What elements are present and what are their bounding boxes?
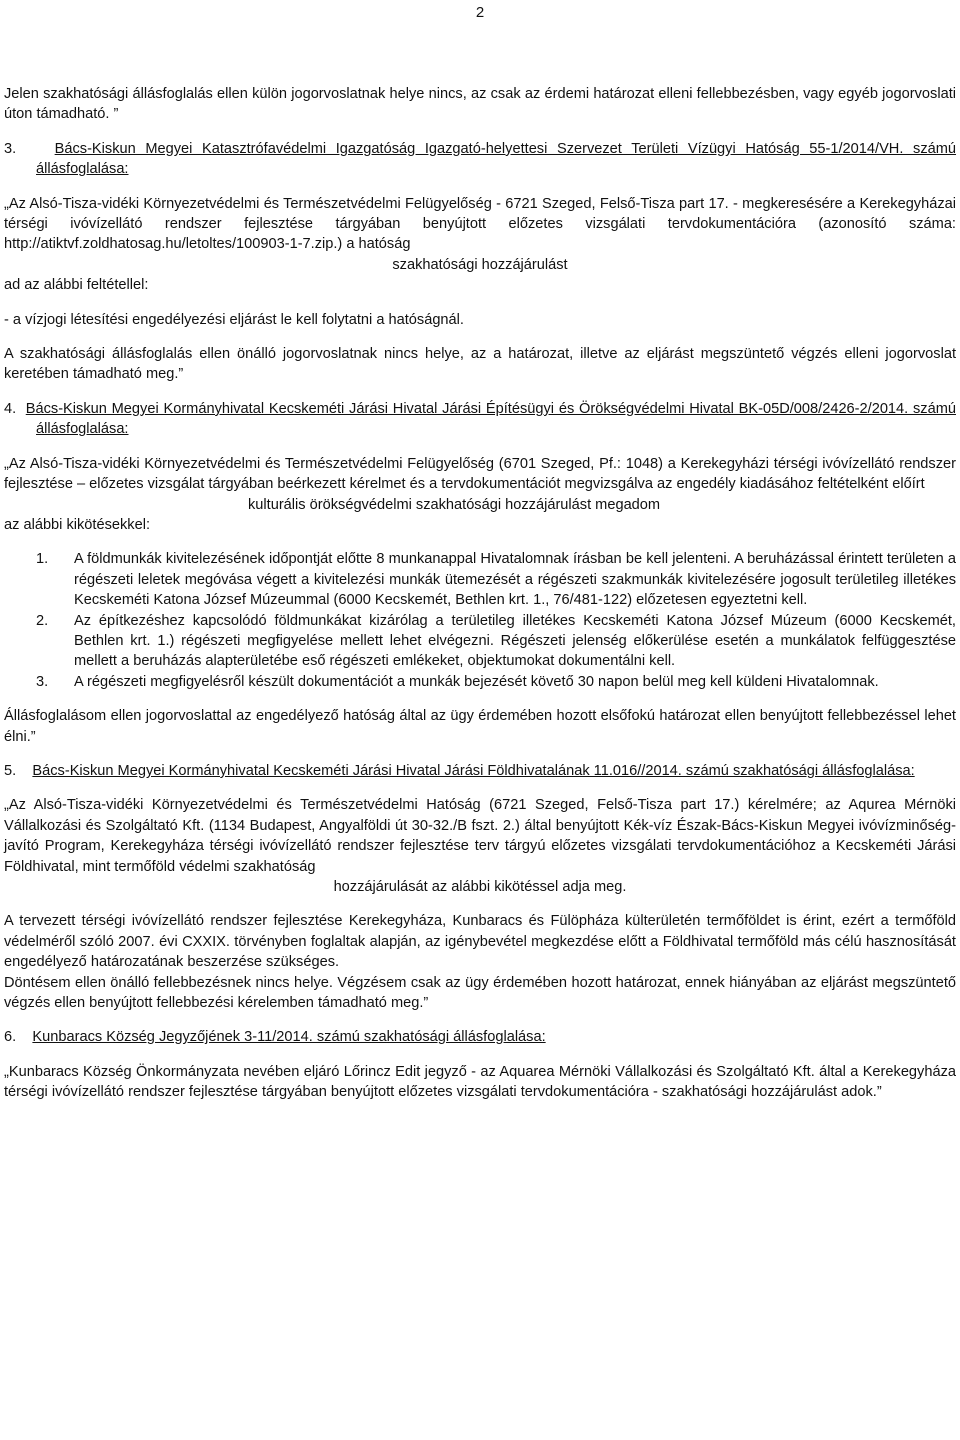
section-5-title: Bács-Kiskun Megyei Kormányhivatal Kecskeméti Járási Hivatal Járási Földhivatalának 11.016//2014. számú szakhatósági állásfoglalása: (32, 762, 915, 779)
section-3-remedy: A szakhatósági állásfoglalás ellen önálló jogorvoslatnak nincs helye, az a határozat, illetve az eljárást megszüntető végzés elleni jogorvoslat keretében támadható meg.” (4, 346, 956, 383)
section-5-paragraph-1: A tervezett térségi ivóvízellátó rendszer fejlesztése Kerekegyháza, Kunbaracs és Fülöpháza külterületén termőföldet is érint, ezért a termőföld védelméről szóló 2007. évi CXXIX. törvényben foglaltak alapján, az igénybevétel megkezdése előtt a Földhivatal termőföld más célú hasznosítását engedélyező határozatának beszerzése szükséges. (4, 913, 956, 971)
section-4-consent: kulturális örökségvédelmi szakhatósági hozzájárulást megadom (248, 496, 661, 513)
section-3-condition-intro: ad az alábbi feltétellel: (4, 277, 149, 294)
section-5-body: „Az Alsó-Tisza-vidéki Környezetvédelmi és Természetvédelmi Hatóság (6721 Szeged, Felső-Tisza part 17.) kérelmére; az Aqurea Mérnöki Vállalkozási és Szolgáltató Kft. (1134 Budapest, Angyalföldi út 30-32./B fszt. 2.) által benyújtott Kék-víz Észak-Bács-Kiskun Megyei ivóvízminőség-javító Program, Kerekegyháza térségi ivóvízellátó rendszer fejlesztése terv tárgyú előzetes vizsgálati tervdokumentációhoz a Kecskeméti Járási Földhivatal, mint termőföld védelmi szakhatóság (4, 797, 956, 875)
section-5-heading (4, 761, 956, 781)
section-3-heading (4, 139, 956, 180)
section-4-title: Bács-Kiskun Megyei Kormányhivatal Kecskeméti Járási Hivatal Járási Építésügyi és Örökségvédelmi Hivatal BK-05D/008/2426-2/2014. számú állásfoglalása: (25, 400, 956, 438)
list-item (4, 611, 956, 672)
section-4-body: „Az Alsó-Tisza-vidéki Környezetvédelmi és Természetvédelmi Felügyelőség (6701 Szeged, Pf.: 1048) a Kerekegyházi térségi ivóvízellátó rendszer fejlesztése – előzetes vizsgálat tárgyában beérkezett kérelmet és a tervdokumentációt megvizsgálva az engedély kiadásához feltételként előírt (4, 455, 956, 493)
list-item-text: A földmunkák kivitelezésének időpontját előtte 8 munkanappal Hivatalomnak írásban be kell jelenteni. A beruházással érintett területen a régészeti leletek megóvása végett a kivitelezési munkák ütemezését a régészeti szakmunkák kivitelezésére jogosult területileg illetékes Kecskeméti Katona József Múzeummal (6000 Kecskemét, Bethlen krt. 1., 76/481-122) előzetesen egyeztetni kell. (74, 551, 956, 609)
section-6-body: „Kunbaracs Község Önkormányzata nevében eljáró Lőrincz Edit jegyző - az Aquarea Mérnöki Vállalkozási és Szolgáltató Kft. által a Kerekegyháza térségi ivóvízellátó rendszer fejlesztése tárgyában benyújtott előzetes vizsgálati tervdokumentációra - szakhatósági hozzájárulást adok.” (4, 1063, 956, 1101)
list-item-text: A régészeti megfigyelésről készült dokumentációt a munkák bejezését követő 30 napon belül meg kell küldeni Hivatalomnak. (74, 673, 879, 690)
section-4-heading (4, 399, 956, 440)
list-item-number: 3. (36, 673, 49, 690)
section-3-consent: szakhatósági hozzájárulást (392, 256, 568, 273)
section-3-body: „Az Alsó-Tisza-vidéki Környezetvédelmi és Természetvédelmi Felügyelőség - 6721 Szeged, Felső-Tisza part 17. - megkeresésére a Kerekegyházai térségi ivóvízellátó rendszer fejlesztése tárgyában benyújtott előzetes vizsgálati tervdokumentációra (azonosító száma: http://atiktvf.zoldhatosag.hu/letoltes/100903-1-7.zip.) a hatóság (4, 195, 956, 253)
section-4-number: 4. (4, 400, 17, 417)
section-5-number: 5. (4, 762, 17, 779)
list-item-text: Az építkezéshez kapcsolódó földmunkákat kizárólag a területileg illetékes Kecskeméti Katona József Múzeum (6000 Kecskemét, Bethlen krt. 1.) régészeti megfigyelése mellett lehet elvégezni. Régészeti jelenség előkerülése esetén a munkálatok felfüggesztése mellett a beruházás alapterületébe eső régészeti emlékeket, objektumokat dokumentálni kell. (74, 612, 956, 670)
section-3-condition: - a vízjogi létesítési engedélyezési eljárást le kell folytatni a hatóságnál. (4, 311, 464, 328)
section-3-title: Bács-Kiskun Megyei Katasztrófavédelmi Igazgatóság Igazgató-helyettesi Szervezet Területi Vízügyi Hatóság 55-1/2014/VH. számú állásfoglalása: (36, 140, 957, 178)
list-item-number: 1. (36, 551, 49, 568)
list-item (4, 549, 956, 610)
section-3-number: 3. (4, 140, 17, 157)
intro-paragraph: Jelen szakhatósági állásfoglalás ellen külön jogorvoslatnak helye nincs, az csak az érdemi határozat elleni fellebbezésben, vagy egyéb jogorvoslati úton támadható. ” (4, 86, 956, 123)
section-4-condition-intro: az alábbi kikötésekkel: (4, 516, 151, 533)
list-item (4, 672, 956, 692)
page-number: 2 (475, 4, 485, 21)
section-4-conditions-list (4, 549, 956, 692)
list-item-number: 2. (36, 612, 49, 629)
section-6-title: Kunbaracs Község Jegyzőjének 3-11/2014. számú szakhatósági állásfoglalása: (32, 1029, 546, 1046)
section-6-number: 6. (4, 1029, 17, 1046)
section-5-consent: hozzájárulását az alábbi kikötéssel adja meg. (333, 879, 627, 895)
section-6-heading (4, 1027, 956, 1047)
section-5-paragraph-2: Döntésem ellen önálló fellebbezésnek nincs helye. Végzésem csak az ügy érdemében hozott határozat, ennek hiányában az eljárást megszüntető végzés ellen benyújtott fellebbezési kérelemben támadható meg.” (4, 974, 956, 1012)
section-4-remedy: Állásfoglalásom ellen jogorvoslattal az engedélyező hatóság által az ügy érdemében hozott elsőfokú határozat ellen benyújtott fellebbezéssel lehet élni.” (4, 708, 956, 745)
document-body (4, 84, 956, 1103)
